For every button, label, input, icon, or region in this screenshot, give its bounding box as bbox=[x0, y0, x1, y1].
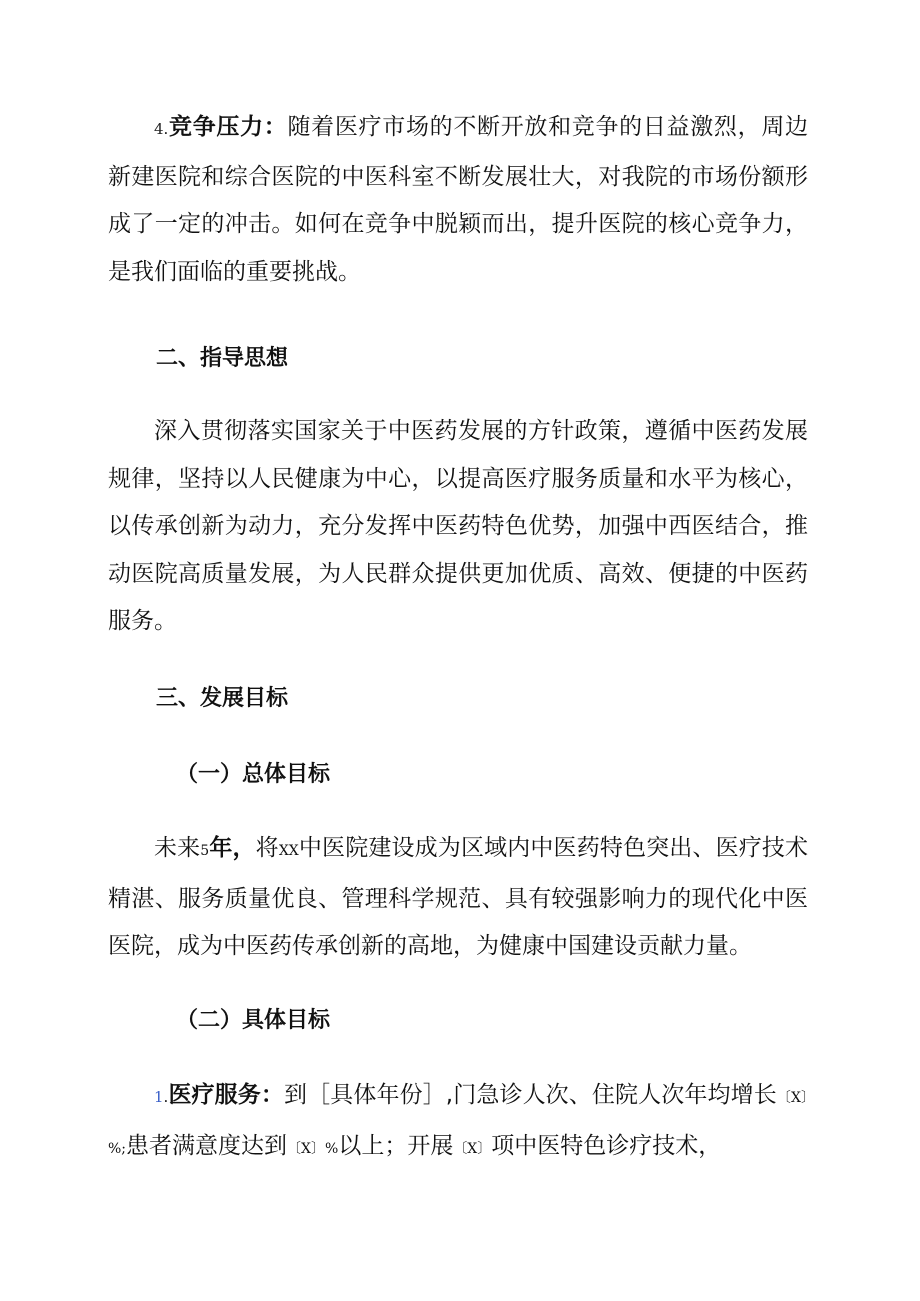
sub-2-heading-block bbox=[176, 1006, 876, 1036]
sub-2-item-1-text1: 到［具体年份］,门急诊人次、住院人次年均增长 bbox=[284, 1082, 777, 1108]
item-4-title: 竞争压力： bbox=[168, 114, 288, 140]
section-2-heading-block bbox=[156, 344, 856, 374]
section-2-heading: 二、指导思想 bbox=[156, 346, 289, 371]
sub-1-hospital-code: XX bbox=[278, 843, 299, 859]
sub-2-item-1-title: 医疗服务： bbox=[168, 1082, 285, 1108]
sub-1-body-block bbox=[108, 825, 808, 971]
section-2-body-block bbox=[108, 408, 808, 646]
sub-2-item-1 bbox=[108, 1072, 808, 1173]
sub-1-years: 5 bbox=[200, 843, 210, 859]
sub-2-item-1-separator: . bbox=[163, 1088, 169, 1106]
sub-2-item-1-block bbox=[108, 1072, 808, 1173]
sub-2-item-1-text3: 以上；开展 bbox=[338, 1132, 454, 1159]
sub-1-lead: 未来 bbox=[154, 835, 201, 861]
item-4-body: 随着医疗市场的不断开放和竞争的日益激烈，周边新建医院和综合医院的中医科室不断发展壮大，对我院的市场份额形成了一定的冲击。如何在竞争中脱颖而出，提升医院的核心竞争力，是我们面临的重要挑战。 bbox=[108, 114, 809, 285]
section-3-heading: 三、发展目标 bbox=[156, 686, 289, 711]
sub-1-mid: 将 bbox=[255, 835, 279, 861]
item-4-paragraph bbox=[108, 104, 808, 296]
sub-2-item-1-number: 1 bbox=[154, 1088, 164, 1106]
sub-1-year-unit: 年， bbox=[209, 835, 256, 861]
sub-1-body bbox=[108, 825, 808, 971]
section-3-heading-block bbox=[156, 684, 856, 714]
sub-2-item-1-ph2: 〔X〕% bbox=[287, 1140, 339, 1157]
item-4-separator: . bbox=[163, 120, 169, 138]
sub-1-heading: （一）总体目标 bbox=[176, 762, 331, 787]
sub-1-text: 中医院建设成为区域内中医药特色突出、医疗技术精湛、服务质量优良、管理科学规范、具有较强影响力的现代化中医医院，成为中医药传承创新的高地，为健康中国建设贡献力量。 bbox=[108, 835, 809, 959]
sub-2-item-1-text2: 患者满意度达到 bbox=[126, 1132, 288, 1159]
sub-2-item-1-ph1: 〔X〕%; bbox=[108, 1090, 809, 1157]
item-4-number: 4 bbox=[154, 120, 164, 138]
sub-1-heading-block bbox=[176, 760, 876, 790]
section-2-body: 深入贯彻落实国家关于中医药发展的方针政策，遵循中医药发展规律，坚持以人民健康为中心，以提高医疗服务质量和水平为核心，以传承创新为动力，充分发挥中医药特色优势，加强中西医结合，推动医院高质量发展，为人民群众提供更加优质、高效、便捷的中医药服务。 bbox=[108, 418, 808, 634]
sub-2-heading: （二）具体目标 bbox=[176, 1008, 331, 1033]
sub-2-item-1-ph3: 〔X〕 bbox=[453, 1140, 492, 1157]
sub-2-item-1-text4: 项中医特色诊疗技术， bbox=[491, 1132, 722, 1159]
item-4-block bbox=[108, 104, 808, 296]
